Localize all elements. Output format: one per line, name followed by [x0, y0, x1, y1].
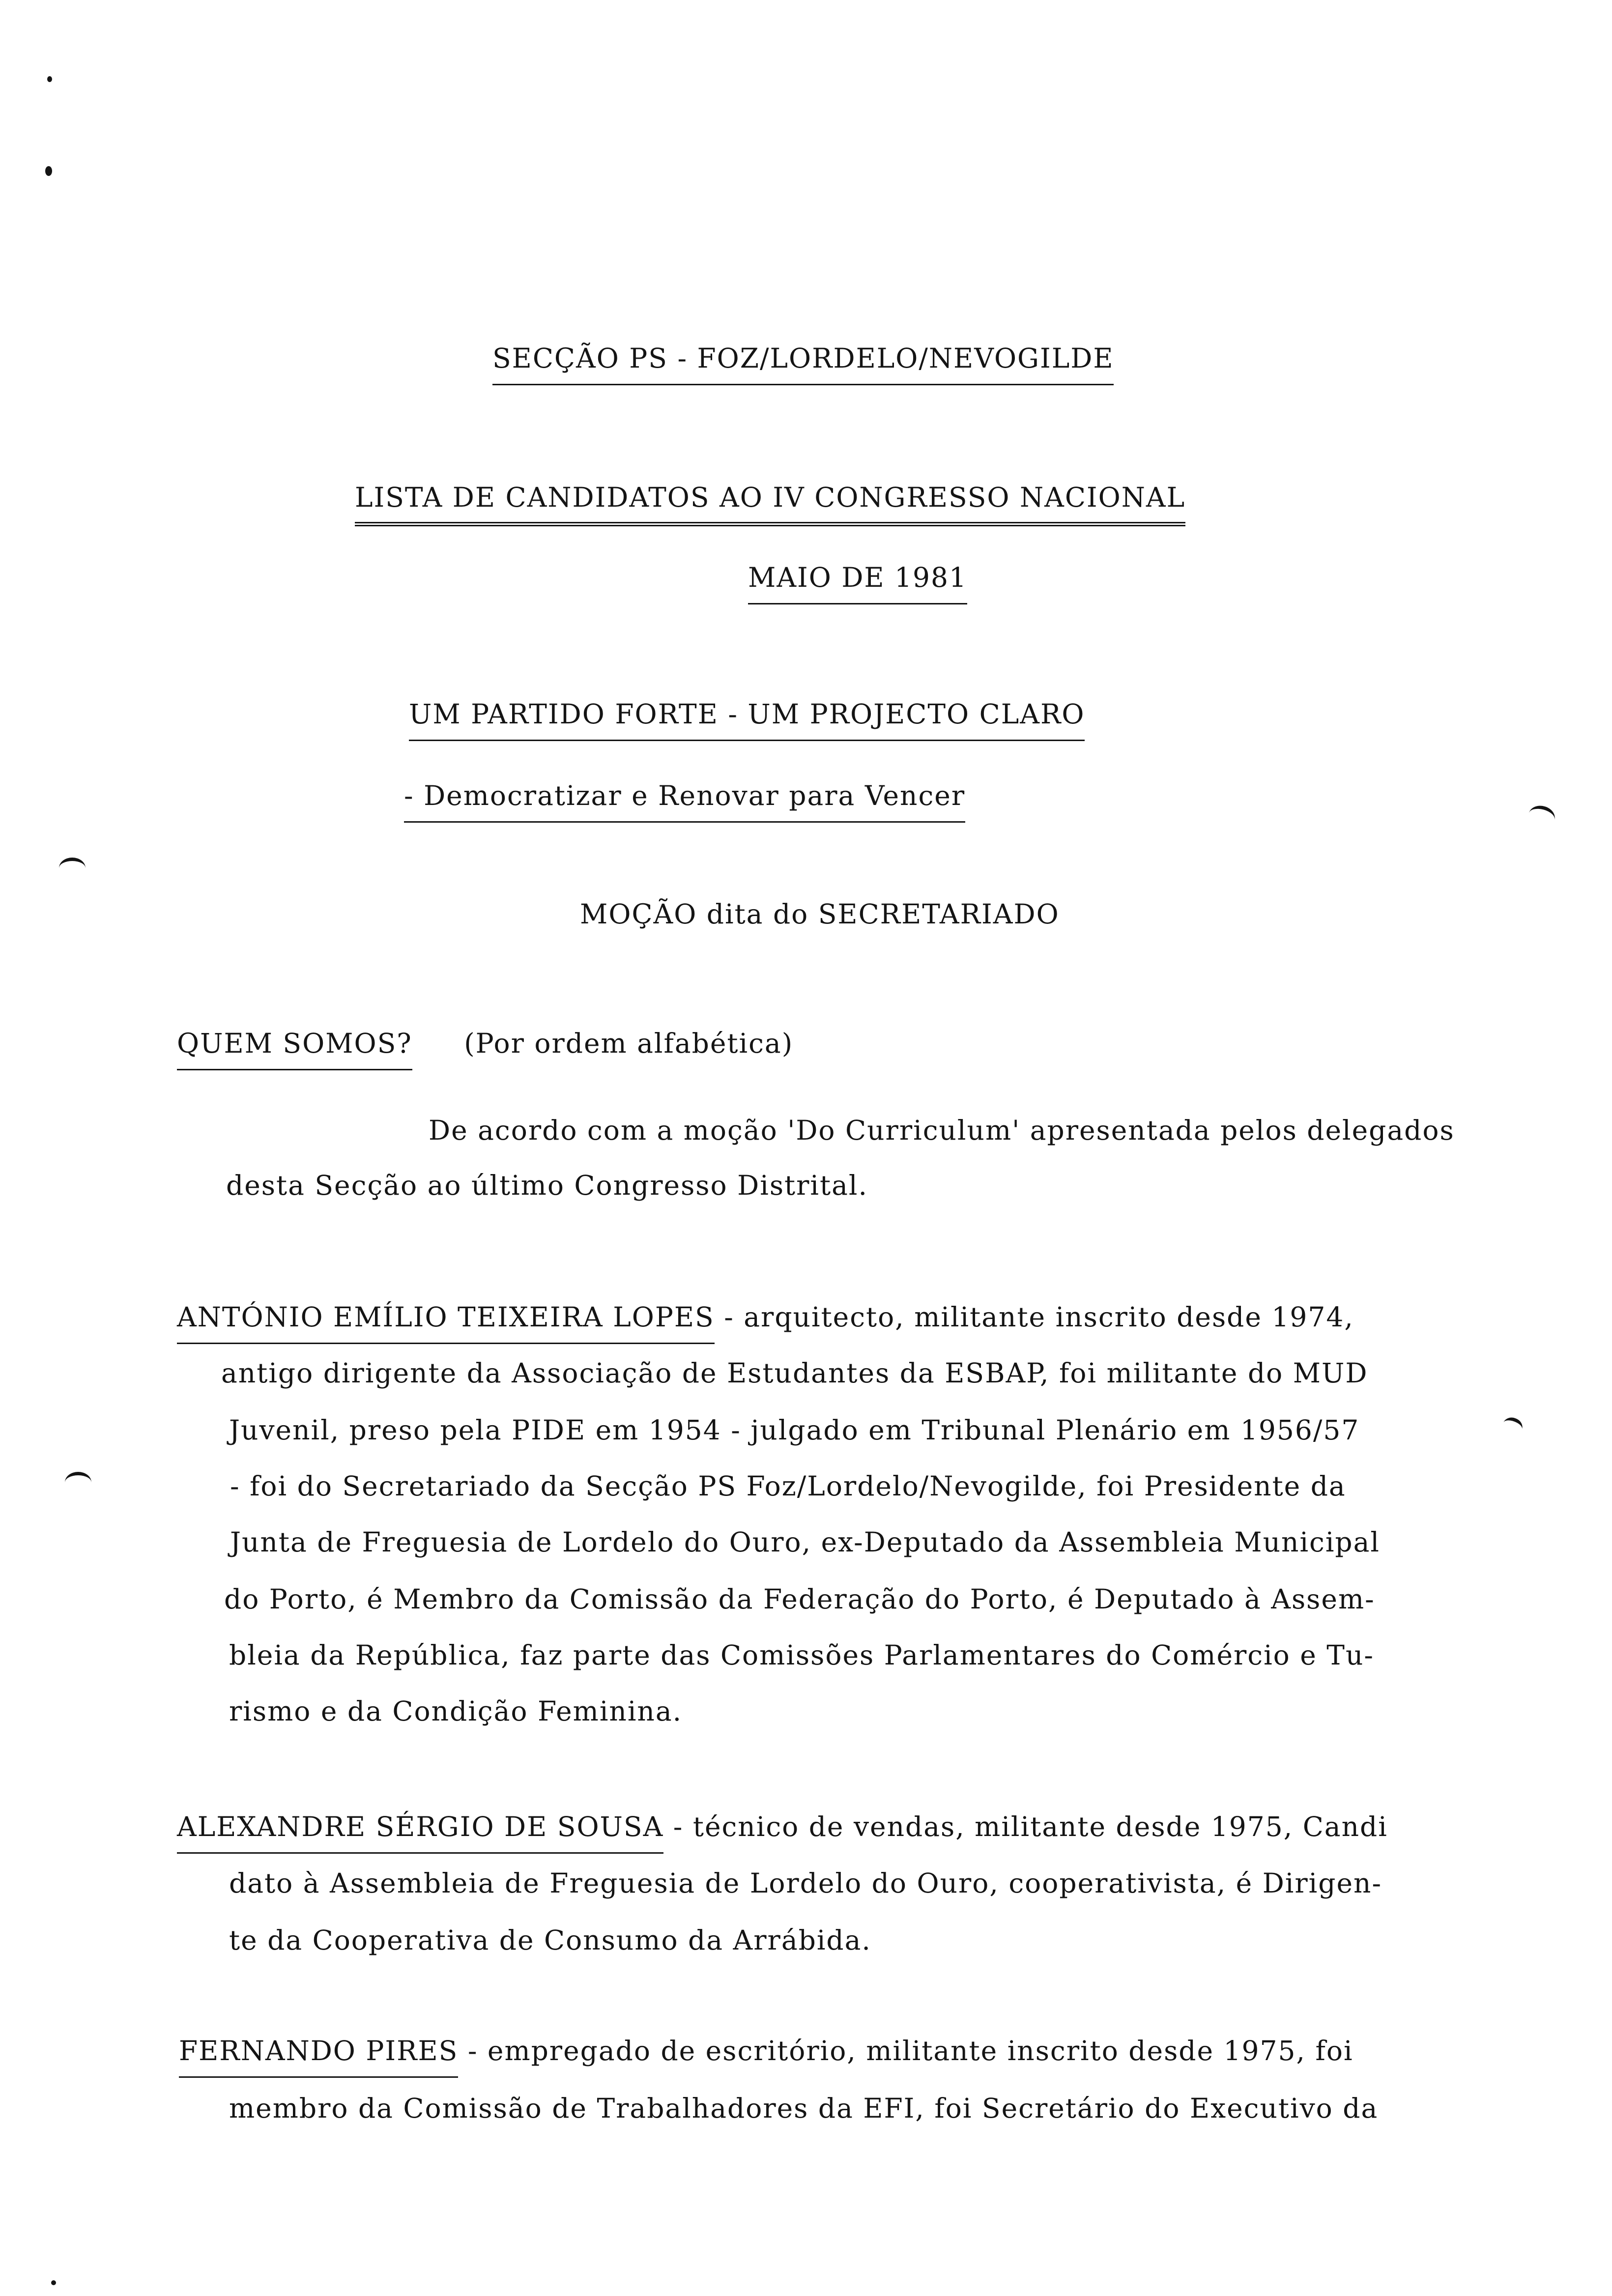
slogan-title-text: UM PARTIDO FORTE - UM PROJECTO CLARO — [409, 701, 1085, 741]
candidate-heading-line — [177, 1301, 1354, 1344]
scan-speck — [45, 166, 52, 176]
candidate-name: ALEXANDRE SÉRGIO DE SOUSA — [177, 1813, 663, 1854]
punch-hole-mark — [1501, 1415, 1525, 1437]
candidate-line: dato à Assembleia de Freguesia de Lordelo do Ouro, cooperativista, é Dirigen- — [229, 1867, 1382, 1899]
candidate-name: FERNANDO PIRES — [179, 2038, 458, 2078]
candidate-line: rismo e da Condição Feminina. — [229, 1695, 683, 1727]
date-title — [748, 564, 967, 604]
candidate-name: ANTÓNIO EMÍLIO TEIXEIRA LOPES — [177, 1304, 715, 1344]
candidate-line: Juvenil, preso pela PIDE em 1954 - julgado em Tribunal Plenário em 1956/57 — [229, 1414, 1360, 1446]
candidate-first-line: - técnico de vendas, militante desde 1975, Candi — [663, 1811, 1388, 1842]
punch-hole-mark — [59, 858, 86, 879]
motion-title: MOÇÃO dita do SECRETARIADO — [580, 898, 1060, 930]
date-title-text: MAIO DE 1981 — [748, 564, 967, 604]
intro-heading-line — [177, 1030, 793, 1070]
order-note: (Por ordem alfabética) — [464, 1028, 794, 1059]
slogan-title — [409, 698, 1085, 741]
list-title-text: LISTA DE CANDIDATOS AO IV CONGRESSO NACIONAL — [355, 484, 1185, 526]
candidate-line: antigo dirigente da Associação de Estudantes da ESBAP, foi militante do MUD — [221, 1357, 1368, 1389]
section-title — [492, 345, 1114, 385]
scan-speck — [47, 76, 52, 82]
candidate-line: bleia da República, faz parte das Comissões Parlamentares do Comércio e Tu- — [229, 1639, 1374, 1671]
candidate-first-line: - empregado de escritório, militante inscrito desde 1975, foi — [458, 2035, 1353, 2066]
candidate-line: - foi do Secretariado da Secção PS Foz/Lordelo/Nevogilde, foi Presidente da — [230, 1470, 1346, 1502]
punch-hole-mark — [1526, 803, 1557, 831]
section-title-text: SECÇÃO PS - FOZ/LORDELO/NEVOGILDE — [492, 345, 1114, 385]
candidate-line: te da Cooperativa de Consumo da Arrábida. — [229, 1924, 871, 1956]
candidate-line: membro da Comissão de Trabalhadores da EFI, foi Secretário do Executivo da — [229, 2093, 1379, 2124]
subtitle-text: - Democratizar e Renovar para Vencer — [404, 782, 965, 823]
candidate-first-line: - arquitecto, militante inscrito desde 1974, — [714, 1301, 1354, 1333]
intro-line-1: De acordo com a moção 'Do Curriculum' apresentada pelos delegados — [429, 1115, 1455, 1146]
candidate-heading-line — [179, 2035, 1353, 2078]
candidate-line: Junta de Freguesia de Lordelo do Ouro, ex-Deputado da Assembleia Municipal — [230, 1526, 1381, 1558]
intro-line-2: desta Secção ao último Congresso Distrital. — [226, 1170, 868, 1201]
candidate-line: do Porto, é Membro da Comissão da Federação do Porto, é Deputado à Assem- — [224, 1583, 1375, 1615]
subtitle — [404, 782, 965, 823]
intro-heading: QUEM SOMOS? — [177, 1030, 412, 1070]
list-title — [355, 484, 1185, 526]
candidate-heading-line — [177, 1813, 1388, 1854]
punch-hole-mark — [65, 1472, 91, 1493]
scan-speck — [51, 2280, 56, 2285]
